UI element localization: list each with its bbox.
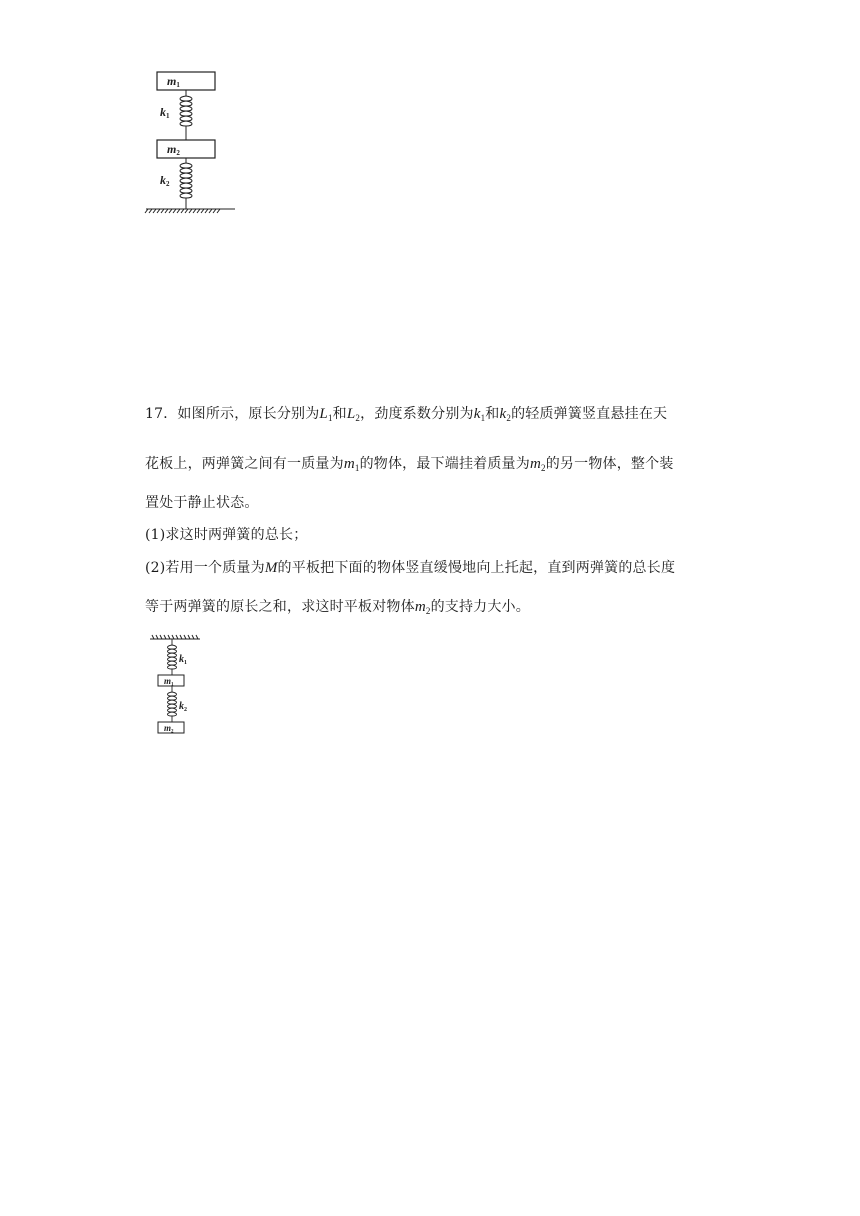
problem-text: 的物体，最下端挂着质量为 (359, 456, 530, 472)
spring-k1 (180, 90, 192, 140)
stacked-springs-diagram (140, 68, 250, 218)
spring-k1-label: k1 (160, 105, 170, 120)
question-text: (2)若用一个质量为 (145, 560, 265, 576)
problem-text: 17．如图所示，原长分别为 (145, 406, 320, 422)
math-m2: $m_2$ (414, 599, 431, 616)
question-text: (1)求这时两弹簧的总长； (145, 527, 308, 543)
math-L1: $L_1$ (319, 406, 333, 423)
problem-text: 和 (485, 406, 500, 422)
block-m2 (157, 140, 215, 158)
problem-text: 置处于静止状态。 (145, 495, 259, 511)
problem-17-line-2 (145, 453, 674, 473)
block-m2-label: m2 (164, 723, 174, 735)
problem-17-line-3 (145, 492, 259, 512)
block-m1 (157, 72, 215, 90)
problem-text: 花板上，两弹簧之间有一质量为 (145, 456, 344, 472)
problem-text: 的轻质弹簧竖直悬挂在天 (511, 406, 668, 422)
block-m1-label: m1 (164, 676, 174, 688)
hanging-springs-diagram (146, 632, 216, 740)
question-text: 等于两弹簧的原长之和，求这时平板对物体 (145, 599, 415, 615)
math-k2: $k_2$ (499, 406, 512, 423)
block-m1-label: m1 (167, 74, 180, 89)
math-M: M (264, 560, 278, 576)
figure-hanging-springs (146, 632, 216, 740)
question-text: 的平板把下面的物体竖直缓慢地向上托起，直到两弹簧的总长度 (277, 560, 676, 576)
question-1 (145, 524, 307, 544)
block-m2-label: m2 (167, 142, 180, 157)
spring-k1 (168, 639, 177, 675)
math-m2: $m_2$ (529, 456, 546, 473)
question-2-line-1 (145, 557, 675, 577)
spring-k2-label: $k_2$ (179, 701, 187, 713)
spring-k1-label: $k_1$ (179, 654, 187, 666)
spring-k2 (180, 158, 192, 209)
figure-stacked-springs (140, 68, 250, 218)
problem-text: 和 (332, 406, 347, 422)
question-text: 的支持力大小。 (430, 599, 530, 615)
problem-text: 的另一物体，整个装 (545, 456, 674, 472)
spring-k2 (168, 686, 177, 722)
problem-17-line-1 (145, 403, 667, 423)
ground-hatch (145, 209, 235, 213)
ceiling-hatch (150, 635, 200, 639)
problem-text: ，劲度系数分别为 (360, 406, 474, 422)
math-k1: $k_1$ (473, 406, 486, 423)
math-L2: $L_2$ (346, 406, 361, 423)
question-2-line-2 (145, 596, 530, 616)
math-m1: $m_1$ (343, 456, 360, 473)
spring-k2-label: k2 (160, 173, 170, 188)
